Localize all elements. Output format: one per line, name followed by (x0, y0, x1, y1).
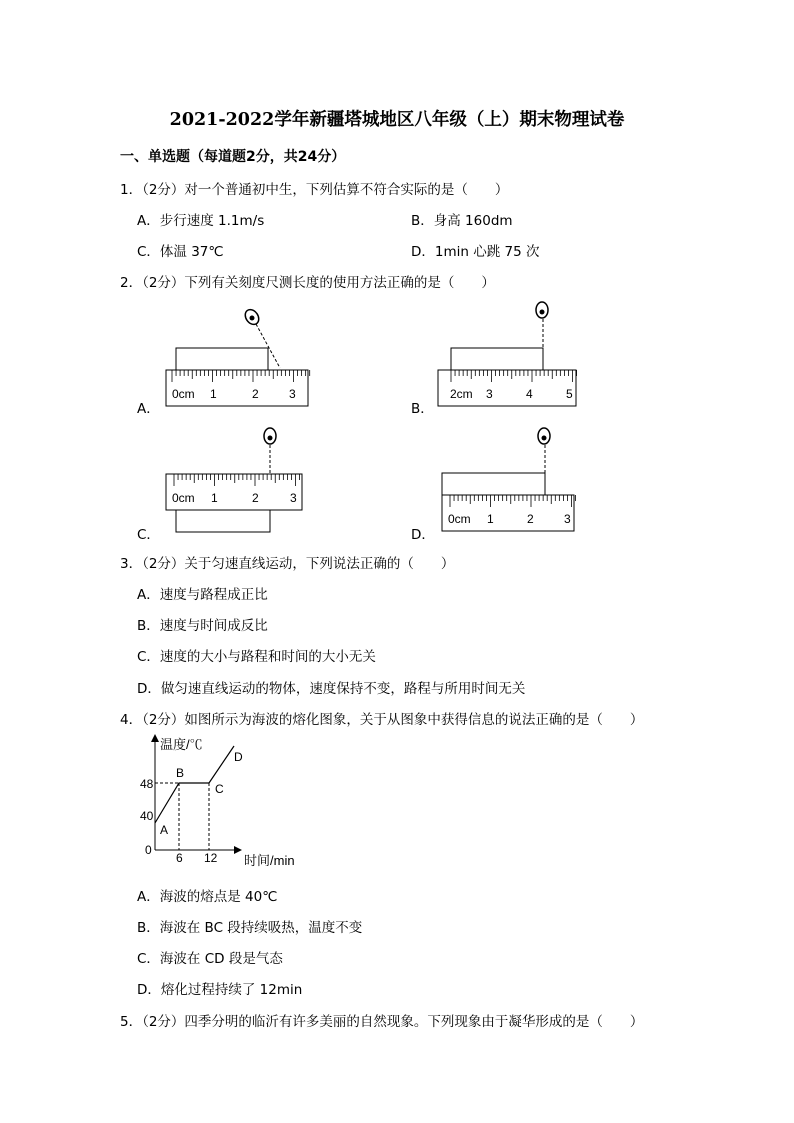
page-title: 2021-2022学年新疆塔城地区八年级（上）期末物理试卷 (169, 110, 625, 130)
ruler-label: 3 (290, 491, 297, 505)
ruler-label: 3 (564, 512, 571, 526)
ruler-figure-d (434, 422, 584, 537)
eye-icon (536, 302, 548, 318)
q2-option-c[interactable]: C． (137, 527, 160, 543)
ruler-label: 2 (527, 512, 534, 526)
measured-object (176, 348, 268, 370)
point-label-a: A (160, 823, 169, 837)
eye-icon (242, 307, 261, 327)
ruler-figure-a (160, 300, 315, 410)
ruler-label: 0cm (172, 387, 195, 401)
q4-option-c[interactable]: C．海波在 CD 段是气态 (137, 951, 283, 967)
y-tick-0: 0 (145, 843, 152, 857)
q3-option-a[interactable]: A．速度与路程成正比 (137, 587, 268, 603)
ruler-figure-b (432, 295, 582, 410)
y-tick-40: 40 (140, 809, 154, 823)
ruler-label: 1 (487, 512, 494, 526)
q4-option-a[interactable]: A．海波的熔点是 40℃ (137, 889, 278, 905)
point-label-b: B (176, 766, 185, 780)
measured-object (451, 348, 543, 370)
ruler-figure-c (160, 422, 310, 537)
section-heading: 一、单选题（每道题2分，共24分） (120, 149, 346, 165)
ruler-label: 2 (252, 387, 259, 401)
ruler-label: 3 (289, 387, 296, 401)
q3-option-c[interactable]: C．速度的大小与路程和时间的大小无关 (137, 649, 376, 665)
q3-option-d[interactable]: D．做匀速直线运动的物体，速度保持不变，路程与所用时间无关 (137, 681, 526, 697)
ruler-label: 4 (526, 387, 533, 401)
point-label-c: C (215, 782, 224, 796)
question-3-stem: 3．（2分）关于匀速直线运动，下列说法正确的（ ） (120, 556, 455, 572)
ruler-label: 5 (566, 387, 573, 401)
ruler-label: 1 (210, 387, 217, 401)
question-2-stem: 2．（2分）下列有关刻度尺测长度的使用方法正确的是（ ） (120, 275, 495, 291)
x-tick-6: 6 (176, 851, 183, 865)
ruler-label: 3 (486, 387, 493, 401)
eye-icon (538, 428, 550, 444)
question-5-stem: 5．（2分）四季分明的临沂有许多美丽的自然现象。下列现象由于凝华形成的是（ ） (120, 1014, 644, 1030)
ruler-label: 2cm (450, 387, 473, 401)
eye-icon (264, 428, 276, 444)
q1-option-a[interactable]: A．步行速度 1.1m/s (137, 213, 265, 229)
point-label-d: D (234, 750, 243, 764)
q1-option-d[interactable]: D．1min 心跳 75 次 (411, 244, 540, 260)
ruler-label: 0cm (448, 512, 471, 526)
q1-option-b[interactable]: B．身高 160dm (411, 213, 513, 229)
q1-option-c[interactable]: C．体温 37℃ (137, 244, 224, 260)
measured-object (176, 510, 270, 532)
q2-option-d[interactable]: D． (411, 527, 435, 543)
question-1-stem: 1．（2分）对一个普通初中生，下列估算不符合实际的是（ ） (120, 182, 509, 198)
q3-option-b[interactable]: B．速度与时间成反比 (137, 618, 268, 634)
ruler-label: 1 (211, 491, 218, 505)
measured-object (442, 473, 545, 495)
melting-graph (130, 730, 310, 872)
q2-option-b[interactable]: B． (411, 401, 434, 417)
ruler-label: 2 (252, 491, 259, 505)
question-4-stem: 4．（2分）如图所示为海波的熔化图象，关于从图象中获得信息的说法正确的是（ ） (120, 712, 644, 728)
q2-option-a[interactable]: A． (137, 401, 160, 417)
x-tick-12: 12 (204, 851, 218, 865)
q4-option-b[interactable]: B．海波在 BC 段持续吸热，温度不变 (137, 920, 363, 936)
ruler-label: 0cm (172, 491, 195, 505)
x-axis-label: 时间/min (244, 853, 295, 868)
y-tick-48: 48 (140, 777, 154, 791)
q4-option-d[interactable]: D．熔化过程持续了 12min (137, 982, 303, 998)
y-axis-label: 温度/℃ (160, 737, 203, 752)
